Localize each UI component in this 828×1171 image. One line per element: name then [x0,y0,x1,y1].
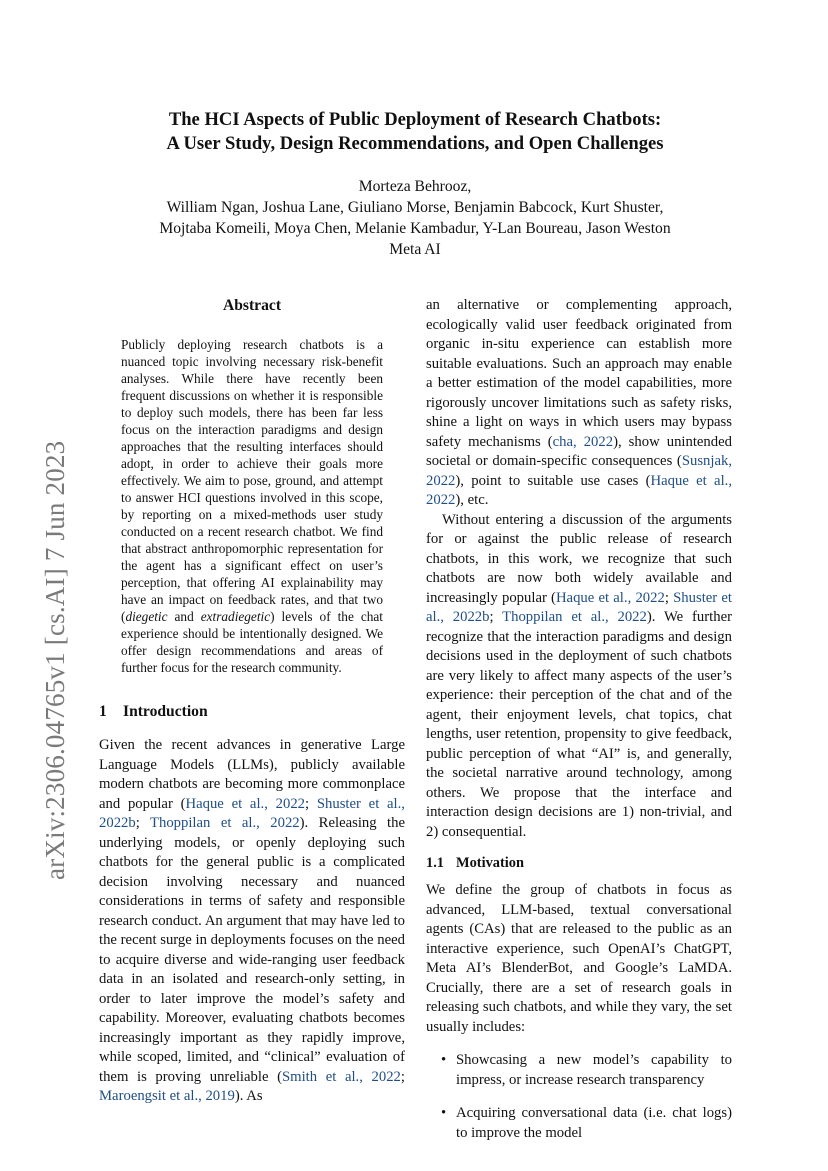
right-column [426,296,732,1157]
body-text: ; [489,609,503,625]
author-line-3: Mojtaba Komeili, Moya Chen, Melanie Kambadur, Y-Lan Boureau, Jason Weston [159,220,671,237]
body-text: ), show unintended societal or domain-specific consequences ( [426,433,732,469]
list-item: • Acquiring conversational data (i.e. chat logs) to improve the model [426,1104,732,1143]
body-text: Without entering a discussion of the arguments for or against the public release of research chatbots, in this work, we recognize that such chatbots are now both widely available and increasingly popular ( [426,511,732,606]
abstract-body [121,336,383,676]
paper-title [100,108,730,156]
body-text: ), etc. [455,492,489,508]
author-line-2: William Ngan, Joshua Lane, Giuliano Morse, Benjamin Babcock, Kurt Shuster, [166,199,664,216]
section-title: Introduction [123,703,208,720]
abstract-text-part: Publicly deploying research chatbots is a nuanced topic involving necessary risk-benefit analyses. While there have recently been frequent discussions on whether it is responsible to deploy such models, there has been far less focus on the interaction paradigms and design approaches that the resulting interfaces should adopt, in order to achieve their goals more effectively. We aim to pose, ground, and attempt to answer HCI questions involved in this scope, by reporting on a mixed-methods user study conducted on a recent research chatbot. We find that abstract anthropomorphic representation for the agent has a significant effect on user’s perception, that offering AI explainability may have an impact on feedback rates, and that two ( [121,337,383,624]
subsection-title: Motivation [456,855,524,871]
subsection-heading-motivation [426,854,732,873]
author-line-1: Morteza Behrooz, [358,178,472,195]
citation-link[interactable]: Thoppilan et al., 2022 [150,815,300,831]
body-text: ; [305,795,317,812]
body-text: ; [664,589,674,606]
author-block [100,176,730,260]
title-line-1: The HCI Aspects of Public Deployment of Research Chatbots: [168,109,662,130]
intro-paragraph-2 [426,296,732,511]
citation-link[interactable]: Haque et al., 2022 [426,472,732,508]
citation-link[interactable]: Thoppilan et al., 2022 [502,609,647,625]
citation-link[interactable]: Maroengsit et al., 2019 [99,1088,235,1104]
citation-link[interactable]: Smith et al., 2022 [282,1068,401,1085]
body-text: an alternative or complementing approach, ecologically valid user feedback originated from organic in-situ experience can establish more suitable evaluations. Such an approach may enable a better estimation of the model capabilities, more rigorously uncover limitations such as safety risks, shine a light on ways in which users may bypass safety mechanisms ( [426,297,732,450]
title-line-2: A User Study, Design Recommendations, and Open Challenges [166,133,664,154]
arxiv-identifier: arXiv:2306.04765v1 [cs.AI] 7 Jun 2023 [40,440,70,880]
intro-paragraph-1 [99,736,405,1107]
list-item: • Showcasing a new model’s capability to impress, or increase research transparency [426,1051,732,1090]
abstract-text-part: ) levels of the chat experience should be intentionally designed. We offer design recommendations and areas of further focus for the research community. [121,609,383,675]
intro-paragraph-3 [426,511,732,843]
citation-link[interactable]: Susnjak, 2022 [426,453,732,489]
citation-link[interactable]: Haque et al., 2022 [185,795,306,812]
body-text: ; [400,1068,405,1085]
citation-link[interactable]: Shuster et al., 2022b [99,795,405,831]
citation-link[interactable]: Haque et al., 2022 [555,589,665,606]
body-text: Given the recent advances in generative Large Language Models (LLMs), publicly available modern chatbots are becoming more commonplace and popular ( [99,737,405,812]
body-text: ). We further recognize that the interaction paradigms and design decisions used in the deployment of such chatbots are very likely to affect many aspects of the user’s experience: their perception of the chat and of the agent, their enjoyment levels, chat topics, chat lengths, user retention, propensity to give feedback, public perception of what “AI” is, and generally, the societal narrative around technology, among others. We propose that the interface and interaction design decisions are 1) non-trivial, and 2) consequential. [426,609,732,840]
section-heading-introduction [99,702,405,722]
author-affiliation: Meta AI [389,241,441,258]
motivation-paragraph: We define the group of chatbots in focus as advanced, LLM-based, textual conversational agents (CAs) that are released to the public as an interactive experience, such OpenAI’s ChatGPT, Meta AI’s BlenderBot, and Google’s LaMDA. Crucially, there are a set of research goals in releasing such chatbots, and while they vary, the set usually includes: [426,882,732,1035]
body-text: ), point to suitable use cases ( [455,472,651,489]
abstract-emphasis-diegetic: diegetic [125,609,168,624]
subsection-number: 1.1 [426,855,444,871]
section-number: 1 [99,703,107,720]
abstract-heading: Abstract [222,297,282,314]
research-goals-list [426,1051,732,1143]
body-text: ; [135,815,150,831]
citation-link[interactable]: cha, 2022 [552,433,614,450]
abstract-emphasis-extradiegetic: extradiegetic [200,609,271,624]
arxiv-side-stamp [14,380,70,880]
body-text: ). As [234,1088,263,1104]
body-text: ). Releasing the underlying models, or openly deploying such chatbots for the general public is a complicated decision involving necessary and nuanced considerations in terms of safety and responsible research conduct. An argument that may have led to the recent surge in deployments focuses on the need to acquire diverse and wide-ranging user feedback data in an isolated and research-only setting, in order to later improve the model’s safety and capability. Moreover, evaluating chatbots becomes increasingly important as they rapidly improve, while scoped, limited, and “clinical” evaluation of them is proving unreliable ( [99,815,405,1085]
citation-link[interactable]: Shuster et al., 2022b [426,589,732,625]
left-column [99,296,405,1107]
abstract-text-part: and [167,609,201,624]
